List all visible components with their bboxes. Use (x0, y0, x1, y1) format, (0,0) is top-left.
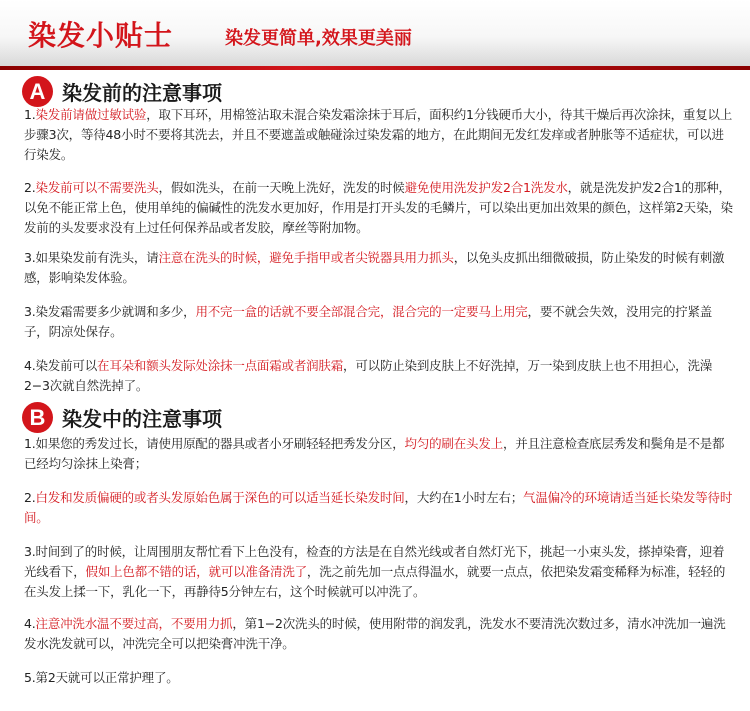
body-text: 3.如果染发前有洗头，请 (24, 250, 159, 265)
tip-item (24, 668, 734, 688)
body-text: ，要不就会失效，没用完的拧紧盖子，阴凉处保存。 (24, 304, 713, 339)
body-text: ，大约在1小时左右； (404, 490, 524, 505)
tip-item (24, 105, 734, 165)
body-text: ，就是洗发护发2合1的那种，以免不能正常上色，使用单纯的偏碱性的洗发水更加好，作用是打开头发的毛鳞片，可以染出更加出效果的颜色，这样第2天染，染发前的头发要求没有上过任何保养品或者发胶，摩丝等附加物。 (24, 180, 733, 235)
highlight-text: 均匀的刷在头发上 (404, 436, 503, 451)
tip-item (24, 356, 734, 396)
body-text: 3.染发霜需要多少就调和多少， (24, 304, 196, 319)
tip-item (24, 434, 734, 474)
body-text: 2. (24, 490, 36, 505)
body-text: 5.第2天就可以正常护理了。 (24, 670, 179, 685)
body-text: 4.染发前可以 (24, 358, 98, 373)
section-b-badge: B (22, 402, 53, 433)
body-text: ，并且注意检查底层秀发和鬓角是不是都已经均匀涂抹上染膏； (24, 436, 725, 471)
tip-item (24, 488, 734, 528)
highlight-text: 注意在洗头的时候，避免手指甲或者尖锐器具用力抓头 (158, 250, 454, 265)
body-text: 2. (24, 180, 36, 195)
highlight-text: 染发前请做过敏试验 (35, 107, 147, 122)
highlight-text: 用不完一盒的话就不要全部混合完，混合完的一定要马上用完 (195, 304, 528, 319)
tip-item (24, 248, 734, 288)
tip-item (24, 614, 734, 654)
body-text: ，洗之前先加一点点得温水，就要一点点，依把染发霜变稀释为标准，轻轻的在头发上揉一下，乳化一下，再静待5分钟左右，这个时候就可以冲洗了。 (24, 564, 726, 599)
body-text: 1.如果您的秀发过长，请使用原配的器具或者小牙刷轻轻把秀发分区， (24, 436, 405, 451)
header-divider (0, 66, 750, 70)
page-subtitle: 染发更简单,效果更美丽 (225, 28, 412, 49)
section-a-title: 染发前的注意事项 (62, 81, 222, 105)
header-banner (0, 0, 750, 66)
body-text: 1. (24, 107, 36, 122)
tip-item (24, 178, 734, 238)
body-text: ，可以防止染到皮肤上不好洗掉，万一染到皮肤上也不用担心，洗澡2−3次就自然洗掉了。 (24, 358, 713, 393)
highlight-text: 在耳朵和额头发际处涂抹一点面霜或者润肤霜 (97, 358, 344, 373)
body-text: 3.时间到了的时候，让周围朋友帮忙看下上色没有，检查的方法是在自然光线或者自然灯光下，挑起一小束头发，搽掉染膏，迎着光线看下， (24, 544, 725, 579)
highlight-text: 白发和发质偏硬的或者头发原始色属于深色的可以适当延长染发时间 (35, 490, 405, 505)
tip-item (24, 542, 734, 602)
page-title: 染发小贴士 (28, 19, 174, 52)
highlight-text: 假如上色都不错的话，就可以准备清洗了 (85, 564, 307, 579)
body-text: ，以免头皮抓出细微破损，防止染发的时候有刺激感，影响染发体验。 (24, 250, 725, 285)
section-a-badge: A (22, 76, 53, 107)
section-b-title: 染发中的注意事项 (62, 407, 222, 431)
body-text: ，假如洗头，在前一天晚上洗好，洗发的时候 (158, 180, 405, 195)
tip-item (24, 302, 734, 342)
body-text: ，取下耳环，用棉签沾取未混合染发霜涂抹于耳后，面积约1分钱硬币大小，待其干燥后再次涂抹，重复以上步骤3次，等待48小时不要将其洗去，并且不要遮盖或触碰涂过染发霜的地方，在此期间无发红发痒或者肿胀等不适症状，可以进行染发。 (24, 107, 733, 162)
highlight-text: 避免使用洗发护发2合1洗发水 (404, 180, 568, 195)
highlight-text: 注意冲洗水温不要过高，不要用力抓 (35, 616, 233, 631)
body-text: 4. (24, 616, 36, 631)
body-text: ，第1−2次洗头的时候，使用附带的润发乳，洗发水不要清洗次数过多，清水冲洗加一遍洗发水洗发就可以，冲洗完全可以把染膏冲洗干净。 (24, 616, 726, 651)
highlight-text: 染发前可以不需要洗头 (35, 180, 159, 195)
highlight-text: 气温偏冷的环境请适当延长染发等待时间。 (24, 490, 733, 525)
